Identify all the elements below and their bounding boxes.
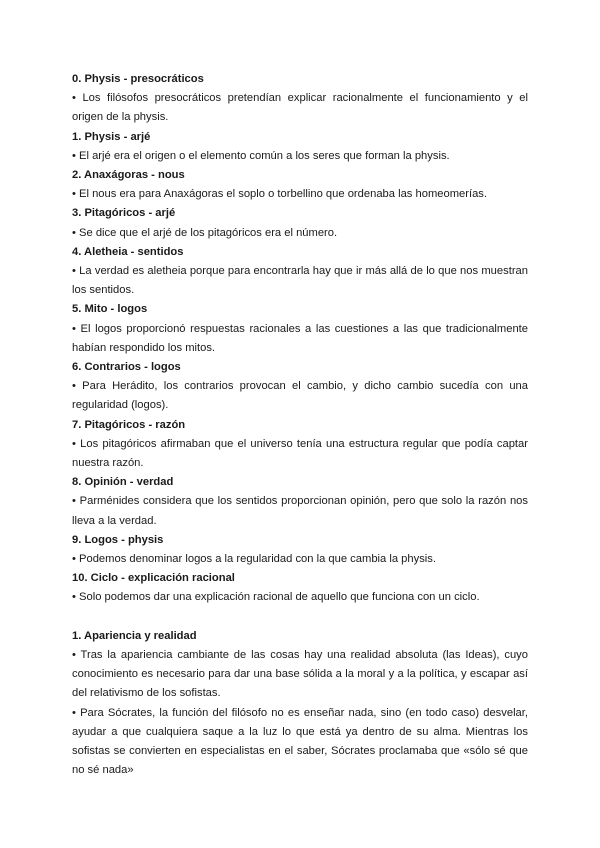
item-heading: 7. Pitagóricos - razón (72, 418, 186, 431)
section-heading: 1. Apariencia y realidad (72, 629, 197, 642)
essay-section (72, 627, 528, 781)
item-heading: 3. Pitagóricos - arjé (72, 207, 176, 220)
item-text: • Solo podemos dar una explicación racional de aquello que funciona con un ciclo. (72, 591, 480, 604)
item-heading: 0. Physis - presocráticos (72, 73, 204, 85)
definition-item-1 (72, 128, 528, 166)
definition-item-6 (72, 358, 528, 416)
definition-item-4 (72, 243, 528, 301)
section-spacer (72, 608, 528, 627)
definition-item-7 (72, 416, 528, 474)
item-heading: 6. Contrarios - logos (72, 361, 181, 374)
item-heading: 2. Anaxágoras - nous (72, 169, 185, 182)
item-text: • El arjé era el origen o el elemento común a los seres que forman la physis. (72, 149, 450, 162)
item-text: • Para Herádito, los contrarios provocan el cambio, y dicho cambio sucedía con una regularidad (logos). (72, 380, 528, 412)
item-text: • El nous era para Anaxágoras el soplo o torbellino que ordenaba las homeomerías. (72, 188, 488, 201)
item-text: • El logos proporcionó respuestas racionales a las cuestiones a las que tradicionalmente habían respondido los mitos. (72, 322, 528, 354)
document-body (72, 70, 528, 780)
essay-paragraph: • Tras la apariencia cambiante de las cosas hay una realidad absoluta (las Ideas), cuyo conocimiento es necesario para dar una base sólida a la moral y a la política, y escapar así del relativismo de los sofistas. (72, 648, 528, 700)
essay-paragraph: • Para Sócrates, la función del filósofo no es enseñar nada, sino (en todo caso) desvelar, ayudar a que cualquiera saque a la luz lo que está ya dentro de su alma. Mientras los sofistas se convierten en especialistas en el saber, Sócrates proclamaba que «sólo sé que no sé nada» (72, 706, 528, 777)
definition-item-9 (72, 531, 528, 569)
item-text: • Parménides considera que los sentidos proporcionan opinión, pero que solo la razón nos lleva a la verdad. (72, 495, 528, 527)
item-text: • Podemos denominar logos a la regularidad con la que cambia la physis. (72, 553, 436, 566)
item-heading: 9. Logos - physis (72, 533, 164, 546)
item-heading: 4. Aletheia - sentidos (72, 245, 184, 258)
item-text: • Los pitagóricos afirmaban que el universo tenía una estructura regular que podía captar nuestra razón. (72, 437, 528, 470)
definition-item-2 (72, 166, 528, 204)
item-heading: 8. Opinión - verdad (72, 476, 174, 489)
definition-item-10 (72, 569, 528, 607)
definition-item-5 (72, 300, 528, 358)
item-heading: 1. Physis - arjé (72, 130, 151, 143)
item-heading: 5. Mito - logos (72, 303, 148, 316)
definition-item-0 (72, 70, 528, 128)
definition-item-8 (72, 473, 528, 531)
item-text: • Se dice que el arjé de los pitagóricos era el número. (72, 226, 338, 239)
item-text: • Los filósofos presocráticos pretendían explicar racionalmente el funcionamiento y el origen de la physis. (72, 92, 528, 124)
item-heading: 10. Ciclo - explicación racional (72, 572, 235, 585)
item-text: • La verdad es aletheia porque para encontrarla hay que ir más allá de lo que nos muestran los sentidos. (72, 265, 528, 297)
definition-item-3 (72, 204, 528, 242)
